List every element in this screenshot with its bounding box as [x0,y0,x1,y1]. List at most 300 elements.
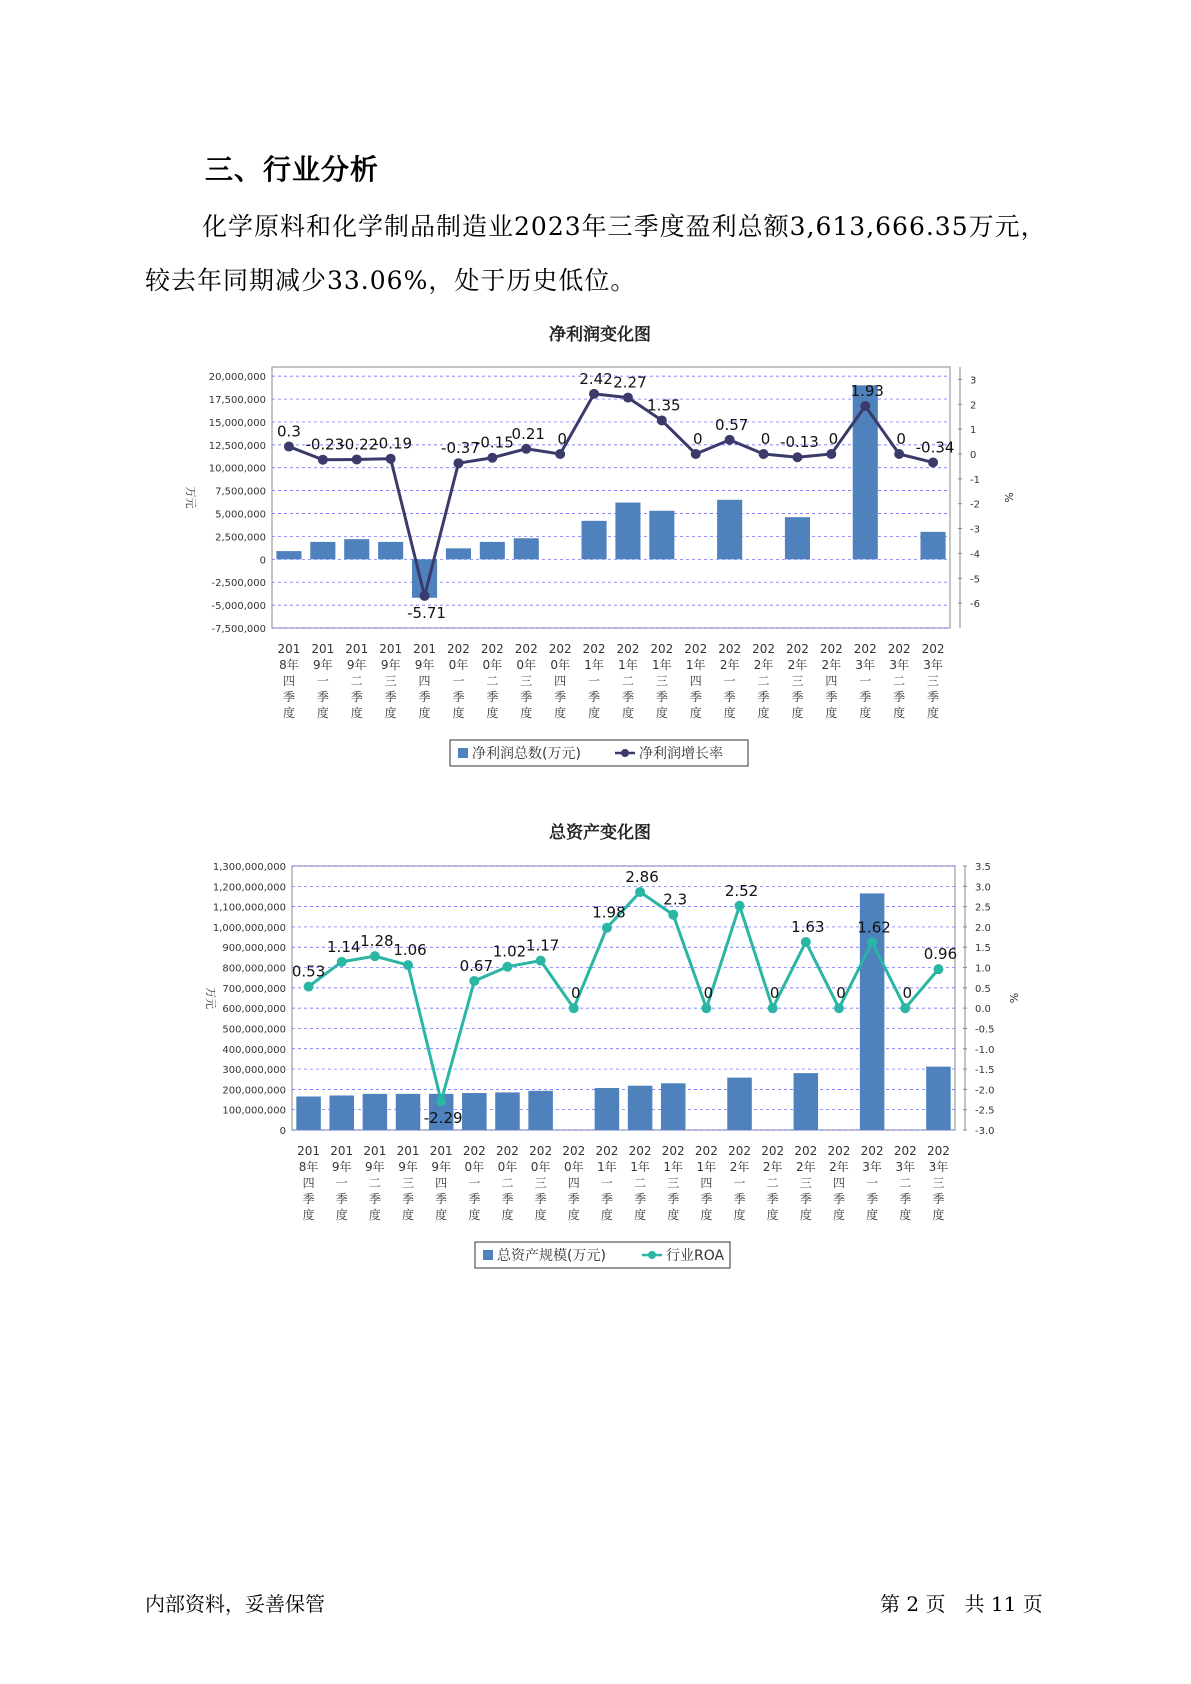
left-tick-label: 1,000,000,000 [212,922,286,934]
x-tick-label: 度 [335,1208,348,1222]
data-label: 2.52 [724,881,759,900]
x-tick-label: 度 [486,706,499,720]
x-tick-label: 四 [302,1176,315,1190]
left-axis-title: 万元 [184,486,197,509]
right-tick-label: -1 [970,474,980,486]
x-tick-label: 四 [689,674,702,688]
left-tick-label: 300,000,000 [222,1065,286,1077]
x-tick-label: 四 [700,1176,713,1190]
x-tick-label: 季 [282,690,295,704]
x-tick-label: 202 [616,642,640,656]
data-label: -2.29 [423,1109,463,1128]
x-tick-label: 2年 [787,658,808,672]
x-tick-label: 0年 [563,1160,584,1174]
left-tick-label: 15,000,000 [208,417,266,429]
x-tick-label: 3年 [862,1160,882,1174]
x-tick-label: 季 [534,1192,547,1206]
left-tick-label: 400,000,000 [222,1044,286,1056]
x-tick-label: 四 [418,674,431,688]
x-tick-label: 2年 [753,658,774,672]
x-tick-label: 度 [282,706,295,720]
x-tick-label: 度 [634,1208,647,1222]
right-tick-label: -3.0 [975,1126,995,1137]
left-tick-label: 0 [279,1126,286,1137]
left-tick-label: 12,500,000 [208,440,266,452]
bar [727,1078,752,1130]
data-label: 1.63 [791,917,825,936]
data-label: 0 [557,430,567,448]
legend-bar-swatch [483,1250,493,1260]
x-tick-label: 9年 [313,658,333,672]
x-tick-label: 三 [655,674,668,688]
x-tick-label: 季 [384,690,397,704]
left-tick-label: 2,500,000 [215,532,266,544]
line-point [469,976,479,986]
x-tick-label: 季 [621,690,634,704]
x-tick-label: 1年 [584,658,604,672]
data-label: 2.27 [613,373,647,392]
bar [595,1088,620,1130]
x-tick-label: 三 [932,1176,945,1190]
data-label: 2.3 [663,890,688,909]
x-tick-label: 季 [655,690,668,704]
data-label: 1.93 [850,382,884,401]
x-tick-label: 202 [926,1144,950,1158]
x-tick-label: 201 [396,1144,420,1158]
x-tick-label: 度 [700,1208,713,1222]
x-tick-label: 季 [600,1192,613,1206]
x-tick-label: 202 [582,642,606,656]
left-tick-label: 1,200,000,000 [212,882,286,894]
x-tick-label: 9年 [380,658,401,672]
left-tick-label: 500,000,000 [222,1024,286,1036]
line-point [768,1003,778,1013]
x-tick-label: 0年 [464,1160,485,1174]
footer-page-number: 第 2 页 共 11 页 [880,1592,1043,1616]
x-tick-label: 一 [600,1176,613,1190]
x-tick-label: 202 [661,1144,685,1158]
right-tick-label: 3.5 [975,862,991,873]
right-tick-label: 1.5 [975,943,991,955]
x-tick-label: 季 [667,1192,680,1206]
right-tick-label: -1.5 [975,1065,995,1077]
x-tick-label: 度 [766,1208,779,1222]
right-axis-title: % [1007,992,1020,1004]
data-label: 1.02 [492,942,527,961]
x-tick-label: 1年 [685,658,706,672]
x-tick-label: 202 [761,1144,785,1158]
x-tick-label: 9年 [414,658,435,672]
line-point [933,964,943,974]
data-label: 0 [902,984,913,1003]
x-tick-label: 季 [866,1192,879,1206]
right-tick-label: 3 [970,375,977,387]
x-tick-label: 三 [791,674,804,688]
data-label: 0 [760,430,771,448]
right-tick-label: -2.5 [975,1105,995,1117]
data-label: 1.98 [592,903,626,922]
x-tick-label: 季 [766,1192,779,1206]
x-tick-label: 2年 [719,658,740,672]
x-tick-label: 度 [859,706,872,720]
x-tick-label: 度 [832,1208,845,1222]
x-tick-label: 202 [827,1144,851,1158]
x-tick-label: 202 [853,642,877,656]
x-tick-label: 季 [350,690,363,704]
x-tick-label: 四 [567,1176,580,1190]
bar [794,1073,819,1130]
right-tick-label: 0.0 [975,1004,991,1016]
x-tick-label: 度 [667,1208,680,1222]
x-tick-label: 度 [435,1208,448,1222]
left-tick-label: -7,500,000 [211,624,266,635]
x-tick-label: 度 [825,706,838,720]
x-tick-label: 202 [785,642,809,656]
x-tick-label: 度 [791,706,804,720]
x-tick-label: 3年 [895,1160,916,1174]
right-tick-label: 2.5 [975,902,991,914]
x-tick-label: 一 [452,674,465,688]
x-tick-label: 季 [520,690,533,704]
x-tick-label: 度 [350,706,363,720]
x-tick-label: 1年 [618,658,638,672]
line-point [701,1003,711,1013]
x-tick-label: 度 [893,706,906,720]
x-tick-label: 202 [548,642,572,656]
x-tick-label: 一 [468,1176,481,1190]
chart-title: 总资产变化图 [549,823,651,843]
line-point [735,901,745,911]
x-tick-label: 202 [893,1144,917,1158]
line-point [602,923,612,933]
x-tick-label: 四 [554,674,567,688]
x-tick-label: 202 [650,642,674,656]
x-tick-label: 3年 [855,658,876,672]
x-tick-label: 三 [384,674,397,688]
x-tick-label: 201 [330,1144,354,1158]
x-tick-label: 2年 [829,1160,849,1174]
x-tick-label: 201 [363,1144,387,1158]
x-tick-label: 季 [588,690,601,704]
bar [661,1083,686,1130]
x-tick-label: 一 [723,674,736,688]
right-tick-label: 0.5 [975,983,991,995]
x-tick-label: 度 [799,1208,812,1222]
x-tick-label: 一 [866,1176,879,1190]
x-tick-label: 二 [766,1176,779,1190]
line-point [536,956,546,966]
data-label: 0 [571,984,581,1003]
data-label: 1.06 [393,941,427,960]
left-tick-label: 5,000,000 [215,509,266,521]
x-tick-label: 度 [402,1208,415,1222]
right-tick-label: -2.0 [975,1085,995,1097]
data-label: 1.17 [525,936,560,955]
x-tick-label: 度 [418,706,431,720]
x-tick-label: 202 [752,642,776,656]
bar [462,1093,487,1130]
left-tick-label: -5,000,000 [211,601,266,613]
bar [628,1086,653,1130]
x-tick-label: 201 [345,642,369,656]
chart-title: 净利润变化图 [549,325,651,345]
x-tick-label: 度 [932,1208,945,1222]
x-tick-label: 度 [899,1208,912,1222]
x-tick-label: 季 [452,690,465,704]
x-tick-label: 三 [402,1176,415,1190]
data-label: 0 [836,984,846,1003]
x-tick-label: 季 [435,1192,448,1206]
x-tick-label: 9年 [431,1160,451,1174]
line-point [900,1003,910,1013]
legend-line-label: 行业ROA [666,1248,725,1264]
x-tick-label: 度 [588,706,601,720]
right-tick-label: 1 [970,425,977,437]
x-tick-label: 季 [402,1192,415,1206]
data-label: 0 [692,430,703,448]
x-tick-label: 度 [733,1208,746,1222]
x-tick-label: 季 [799,1192,812,1206]
x-tick-label: 201 [429,1144,453,1158]
x-tick-label: 2年 [796,1160,816,1174]
bar [926,1067,951,1130]
x-tick-label: 度 [757,706,770,720]
left-tick-label: 1,300,000,000 [212,862,286,873]
x-tick-label: 202 [462,1144,486,1158]
right-axis-title: % [1002,492,1015,503]
x-tick-label: 季 [689,690,702,704]
legend-line-label: 净利润增长率 [639,746,723,762]
right-tick-label: -2 [970,499,980,511]
x-tick-label: 一 [588,674,601,688]
x-tick-label: 8年 [298,1160,319,1174]
x-tick-label: 季 [859,690,872,704]
x-tick-label: 201 [379,642,403,656]
data-label: 2.86 [625,867,659,886]
data-label: 1.35 [647,396,681,415]
x-tick-label: 二 [899,1176,912,1190]
x-tick-label: 202 [628,1144,652,1158]
x-tick-label: 一 [859,674,872,688]
x-tick-label: 1年 [652,658,672,672]
line-point [403,960,413,970]
x-tick-label: 1年 [597,1160,617,1174]
x-tick-label: 三 [534,1176,547,1190]
data-label: -0.23 [305,435,345,454]
x-tick-label: 度 [927,706,940,720]
data-label: 0 [769,984,780,1003]
x-tick-label: 201 [277,642,301,656]
x-tick-label: 季 [567,1192,580,1206]
left-tick-label: 17,500,000 [208,395,266,407]
line-point [569,1003,579,1013]
section-title: 三、行业分析 [205,153,380,186]
right-tick-label: -4 [970,549,980,561]
data-label: -0.22 [339,435,379,454]
x-tick-label: 三 [799,1176,812,1190]
x-tick-label: 202 [718,642,742,656]
x-tick-label: 度 [384,706,397,720]
x-tick-label: 季 [832,1192,845,1206]
x-tick-label: 季 [700,1192,713,1206]
x-tick-label: 二 [621,674,634,688]
legend-bar-label: 总资产规模(万元) [497,1248,606,1264]
bar [329,1095,354,1130]
left-tick-label: 100,000,000 [222,1105,286,1117]
data-label: 0.3 [277,422,301,441]
data-label: 0 [703,984,714,1003]
x-tick-label: 202 [496,1144,519,1158]
x-tick-label: 度 [368,1208,381,1222]
x-tick-label: 2年 [762,1160,783,1174]
x-tick-label: 9年 [365,1160,385,1174]
x-tick-label: 2年 [729,1160,750,1174]
data-label: 1.28 [360,932,394,951]
x-tick-label: 202 [794,1144,818,1158]
left-tick-label: 7,500,000 [215,486,266,498]
data-label: 2.42 [579,369,613,388]
x-tick-label: 202 [694,1144,718,1158]
left-tick-label: 1,100,000,000 [212,902,286,914]
legend-bar-label: 净利润总数(万元) [472,746,581,762]
x-tick-label: 季 [791,690,804,704]
x-tick-label: 202 [860,1144,884,1158]
bar [396,1094,421,1130]
x-tick-label: 度 [567,1208,580,1222]
x-tick-label: 9年 [331,1160,352,1174]
right-tick-label: -1.0 [975,1044,995,1056]
x-tick-label: 四 [832,1176,845,1190]
x-tick-label: 四 [282,674,295,688]
line-point [801,937,811,947]
footer-confidential: 内部资料，妥善保管 [145,1592,325,1616]
x-tick-label: 二 [350,674,363,688]
x-tick-label: 季 [634,1192,647,1206]
x-tick-label: 度 [689,706,702,720]
x-tick-label: 季 [335,1192,348,1206]
line-point [635,887,645,897]
line-point [668,910,678,920]
x-tick-label: 201 [297,1144,321,1158]
bar [528,1091,553,1130]
x-tick-label: 度 [452,706,465,720]
data-label: -0.34 [915,438,955,457]
x-tick-label: 二 [634,1176,647,1190]
x-tick-label: 一 [733,1176,746,1190]
x-tick-label: 季 [316,690,329,704]
x-tick-label: 度 [723,706,736,720]
x-tick-label: 季 [468,1192,481,1206]
x-tick-label: 0年 [482,658,503,672]
line-point [867,937,877,947]
x-tick-label: 三 [520,674,533,688]
x-tick-label: 四 [825,674,838,688]
x-tick-label: 季 [486,690,499,704]
x-tick-label: 度 [468,1208,481,1222]
left-tick-label: 900,000,000 [222,943,286,955]
left-tick-label: 0 [259,555,266,567]
x-tick-label: 3年 [923,658,943,672]
x-tick-label: 度 [866,1208,879,1222]
right-tick-label: 0 [970,450,977,461]
right-tick-label: 1.0 [975,963,991,975]
right-tick-label: -0.5 [975,1024,995,1036]
x-tick-label: 季 [501,1192,514,1206]
left-tick-label: 200,000,000 [222,1085,286,1097]
data-label: -0.37 [441,439,480,458]
x-tick-label: 二 [757,674,770,688]
x-tick-label: 1年 [663,1160,684,1174]
x-tick-label: 1年 [696,1160,717,1174]
data-label: 0 [896,430,906,448]
x-tick-label: 度 [554,706,567,720]
x-tick-label: 季 [899,1192,912,1206]
right-tick-label: -3 [970,524,980,536]
x-tick-label: 四 [435,1176,448,1190]
x-tick-label: 度 [534,1208,547,1222]
x-tick-label: 季 [733,1192,746,1206]
x-tick-label: 3年 [889,658,909,672]
x-tick-label: 季 [893,690,906,704]
right-tick-label: -5 [970,574,980,586]
data-label: -0.15 [474,433,514,452]
x-tick-label: 度 [520,706,533,720]
x-tick-label: 季 [723,690,736,704]
x-tick-label: 季 [825,690,838,704]
x-tick-label: 季 [927,690,940,704]
x-tick-label: 202 [446,642,470,656]
x-tick-label: 度 [600,1208,613,1222]
right-tick-label: 2.0 [975,922,991,934]
x-tick-label: 季 [418,690,431,704]
left-tick-label: 600,000,000 [222,1004,286,1016]
x-tick-label: 度 [501,1208,514,1222]
line-point [502,962,512,972]
x-tick-label: 202 [562,1144,586,1158]
x-tick-label: 二 [893,674,906,688]
data-label: 0.53 [291,962,326,981]
legend-line-marker [648,1251,656,1259]
line-point [834,1003,844,1013]
x-tick-label: 三 [927,674,940,688]
line-point [436,1096,446,1106]
x-tick-label: 3年 [928,1160,949,1174]
data-label: -5.71 [407,603,446,622]
bar [495,1092,520,1130]
left-axis-title: 万元 [204,987,217,1009]
data-label: 1.62 [857,918,891,937]
x-tick-label: 季 [554,690,567,704]
line-point [370,951,380,961]
x-tick-label: 度 [655,706,668,720]
x-tick-label: 202 [514,642,538,656]
x-tick-label: 1年 [630,1160,650,1174]
x-tick-label: 一 [335,1176,348,1190]
x-tick-label: 202 [887,642,911,656]
left-tick-label: 10,000,000 [208,463,266,475]
data-label: 0.21 [511,424,545,443]
x-tick-label: 8年 [279,658,299,672]
x-tick-label: 9年 [398,1160,418,1174]
left-tick-label: -2,500,000 [211,578,266,590]
bar [296,1096,321,1130]
left-tick-label: 800,000,000 [222,963,286,975]
x-tick-label: 0年 [530,1160,551,1174]
x-tick-label: 201 [413,642,437,656]
x-tick-label: 二 [486,674,499,688]
x-tick-label: 二 [368,1176,381,1190]
x-tick-label: 202 [819,642,843,656]
